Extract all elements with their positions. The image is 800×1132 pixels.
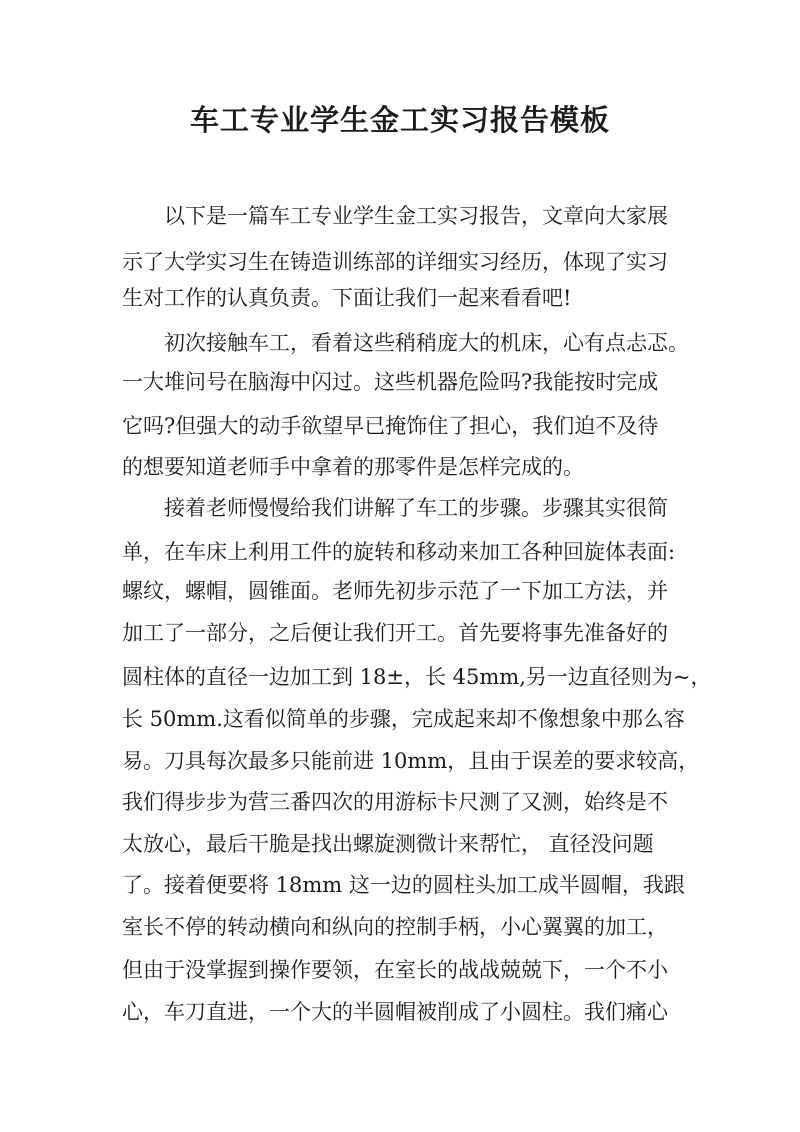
document-title: 车工专业学生金工实习报告模板: [189, 103, 610, 137]
text-line: 生对工作的认真负责。下面让我们一起来看看吧!: [122, 286, 572, 310]
text-line: 心，车刀直进，一个大的半圆帽被削成了小圆柱。我们痛心: [122, 1000, 668, 1024]
text-line: 接着老师慢慢给我们讲解了车工的步骤。步骤其实很简: [164, 496, 668, 520]
text-line: 初次接触车工，看着这些稍稍庞大的机床，心有点忐忑。: [164, 331, 689, 355]
text-line: 示了大学实习生在铸造训练部的详细实习经历，体现了实习: [122, 250, 668, 274]
text-line: 长 50mm.这看似简单的步骤，完成起来却不像想象中那么容: [122, 707, 685, 731]
text-line: 但由于没掌握到操作要领，在室长的战战兢兢下，一个不小: [122, 958, 668, 982]
text-line: 易。刀具每次最多只能前进 10mm，且由于误差的要求较高，: [122, 749, 700, 773]
text-line: 单，在车床上利用工件的旋转和移动来加工各种回旋体表面:: [122, 540, 676, 564]
text-line: 太放心，最后干脆是找出螺旋测微计来帮忙， 直径没问题: [122, 832, 654, 856]
text-line: 圆柱体的直径一边加工到 18±，长 45mm,另一边直径则为~，: [122, 665, 712, 689]
text-line: 以下是一篇车工专业学生金工实习报告，文章向大家展: [164, 204, 668, 228]
text-line: 加工了一部分，之后便让我们开工。首先要将事先准备好的: [122, 621, 668, 645]
text-line: 室长不停的转动横向和纵向的控制手柄，小心翼翼的加工，: [122, 915, 668, 939]
text-line: 一大堆问号在脑海中闪过。这些机器危险吗?我能按时完成: [122, 370, 659, 394]
text-line: 了。接着便要将 18mm 这一边的圆柱头加工成半圆帽，我跟: [122, 873, 685, 897]
text-line: 它吗?但强大的动手欲望早已掩饰住了担心，我们迫不及待: [122, 414, 659, 438]
text-line: 螺纹，螺帽，圆锥面。老师先初步示范了一下加工方法，并: [122, 579, 668, 603]
text-line: 我们得步步为营三番四次的用游标卡尺测了又测，始终是不: [122, 790, 668, 814]
text-line: 的想要知道老师手中拿着的那零件是怎样完成的。: [122, 455, 584, 479]
